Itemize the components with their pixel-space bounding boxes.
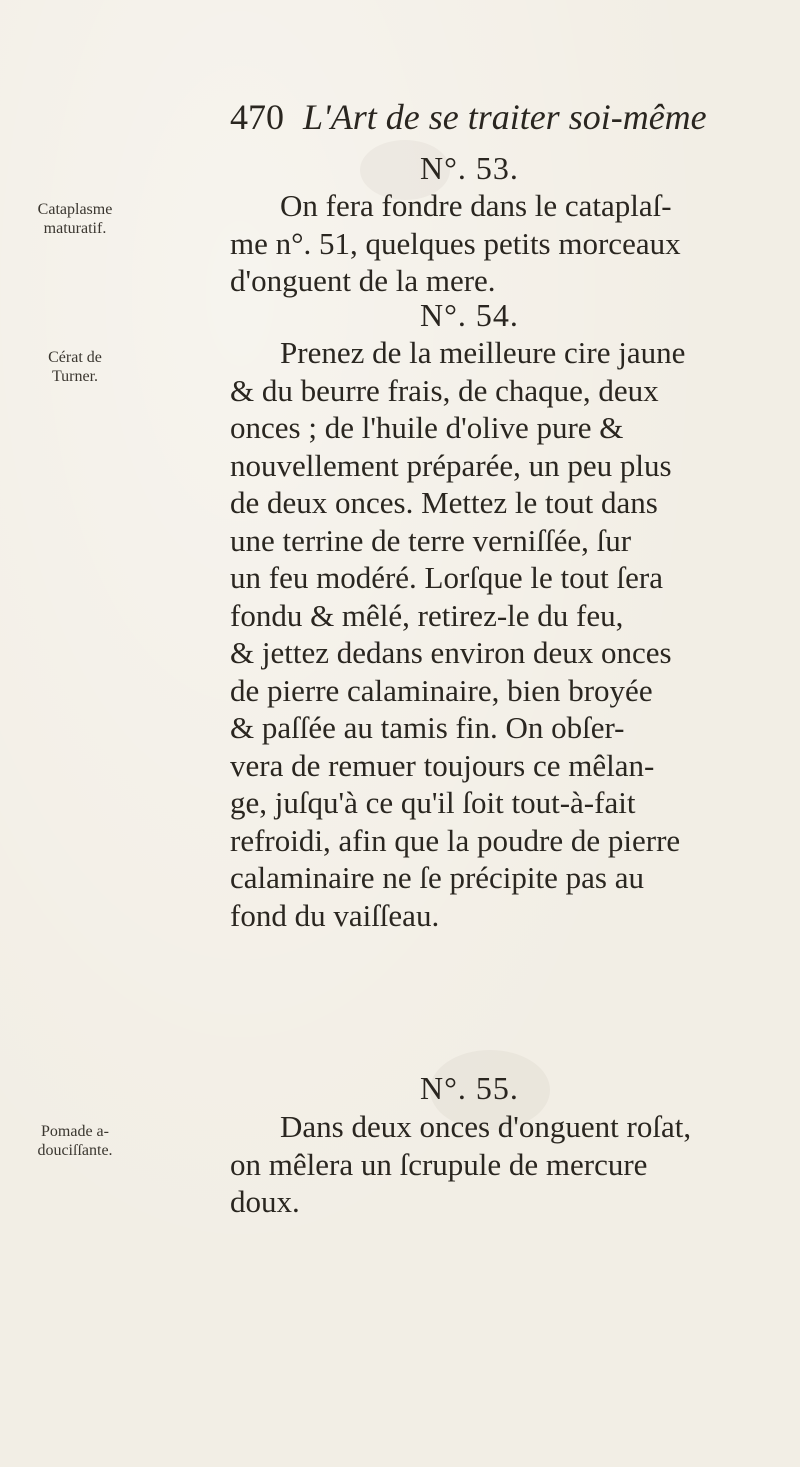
text-line: de pierre calaminaire, bien broyée (230, 672, 653, 708)
text-line: on mêlera un ſcrupule de mercure (230, 1146, 648, 1182)
text-line: vera de remuer toujours ce mêlan- (230, 747, 655, 783)
text-line: d'onguent de la mere. (230, 263, 496, 298)
text-line: doux. (230, 1184, 300, 1219)
text-line: nouvellement préparée, un peu plus (230, 447, 672, 483)
text-line: me n°. 51, quelques petits morceaux (230, 225, 681, 261)
margin-note-line: Cérat de (48, 349, 102, 366)
entry-text-54 (230, 334, 790, 934)
margin-note-pomade (0, 1122, 150, 1160)
entry-number-54: N°. 54. (420, 297, 519, 333)
page-number: 470 (230, 97, 284, 137)
text-line: calaminaire ne ſe précipite pas au (230, 860, 644, 895)
text-line: & du beurre frais, de chaque, deux (230, 372, 659, 408)
running-header (230, 96, 790, 138)
margin-note-cataplasme (0, 200, 150, 238)
margin-note-line: Cataplasme (37, 201, 113, 218)
margin-note-line: douciſſante. (37, 1142, 113, 1159)
text-line: fond du vaiſſeau. (230, 897, 440, 933)
text-line: & paſſée au tamis fin. On obſer- (230, 710, 625, 745)
text-line: Dans deux onces d'onguent roſat, (280, 1109, 692, 1144)
text-line: fondu & mêlé, retirez-le du feu, (230, 597, 624, 633)
text-line: & jettez dedans environ deux onces (230, 635, 672, 670)
text-line: un feu modéré. Lorſque le tout ſera (230, 560, 663, 595)
text-line: refroidi, afin que la poudre de pierre (230, 822, 681, 858)
entry-text-53 (230, 187, 790, 300)
margin-note-cerat (0, 348, 150, 386)
text-line: On fera fondre dans le cataplaſ- (280, 188, 672, 223)
text-line: ge, juſqu'à ce qu'il ſoit tout-à-fait (230, 785, 636, 820)
text-line: de deux onces. Mettez le tout dans (230, 485, 658, 520)
margin-note-line: Pomade a- (41, 1123, 109, 1140)
margin-note-line: Turner. (51, 368, 99, 385)
entry-text-55 (230, 1108, 790, 1221)
text-line: une terrine de terre verniſſée, ſur (230, 522, 632, 558)
text-line: onces ; de l'huile d'olive pure & (230, 410, 624, 445)
entry-number-53: N°. 53. (420, 150, 519, 186)
running-title: L'Art de se traiter soi-même (303, 97, 707, 137)
margin-note-line: maturatif. (43, 220, 107, 237)
entry-number-55: N°. 55. (420, 1070, 519, 1106)
text-line: Prenez de la meilleure cire jaune (280, 335, 686, 370)
